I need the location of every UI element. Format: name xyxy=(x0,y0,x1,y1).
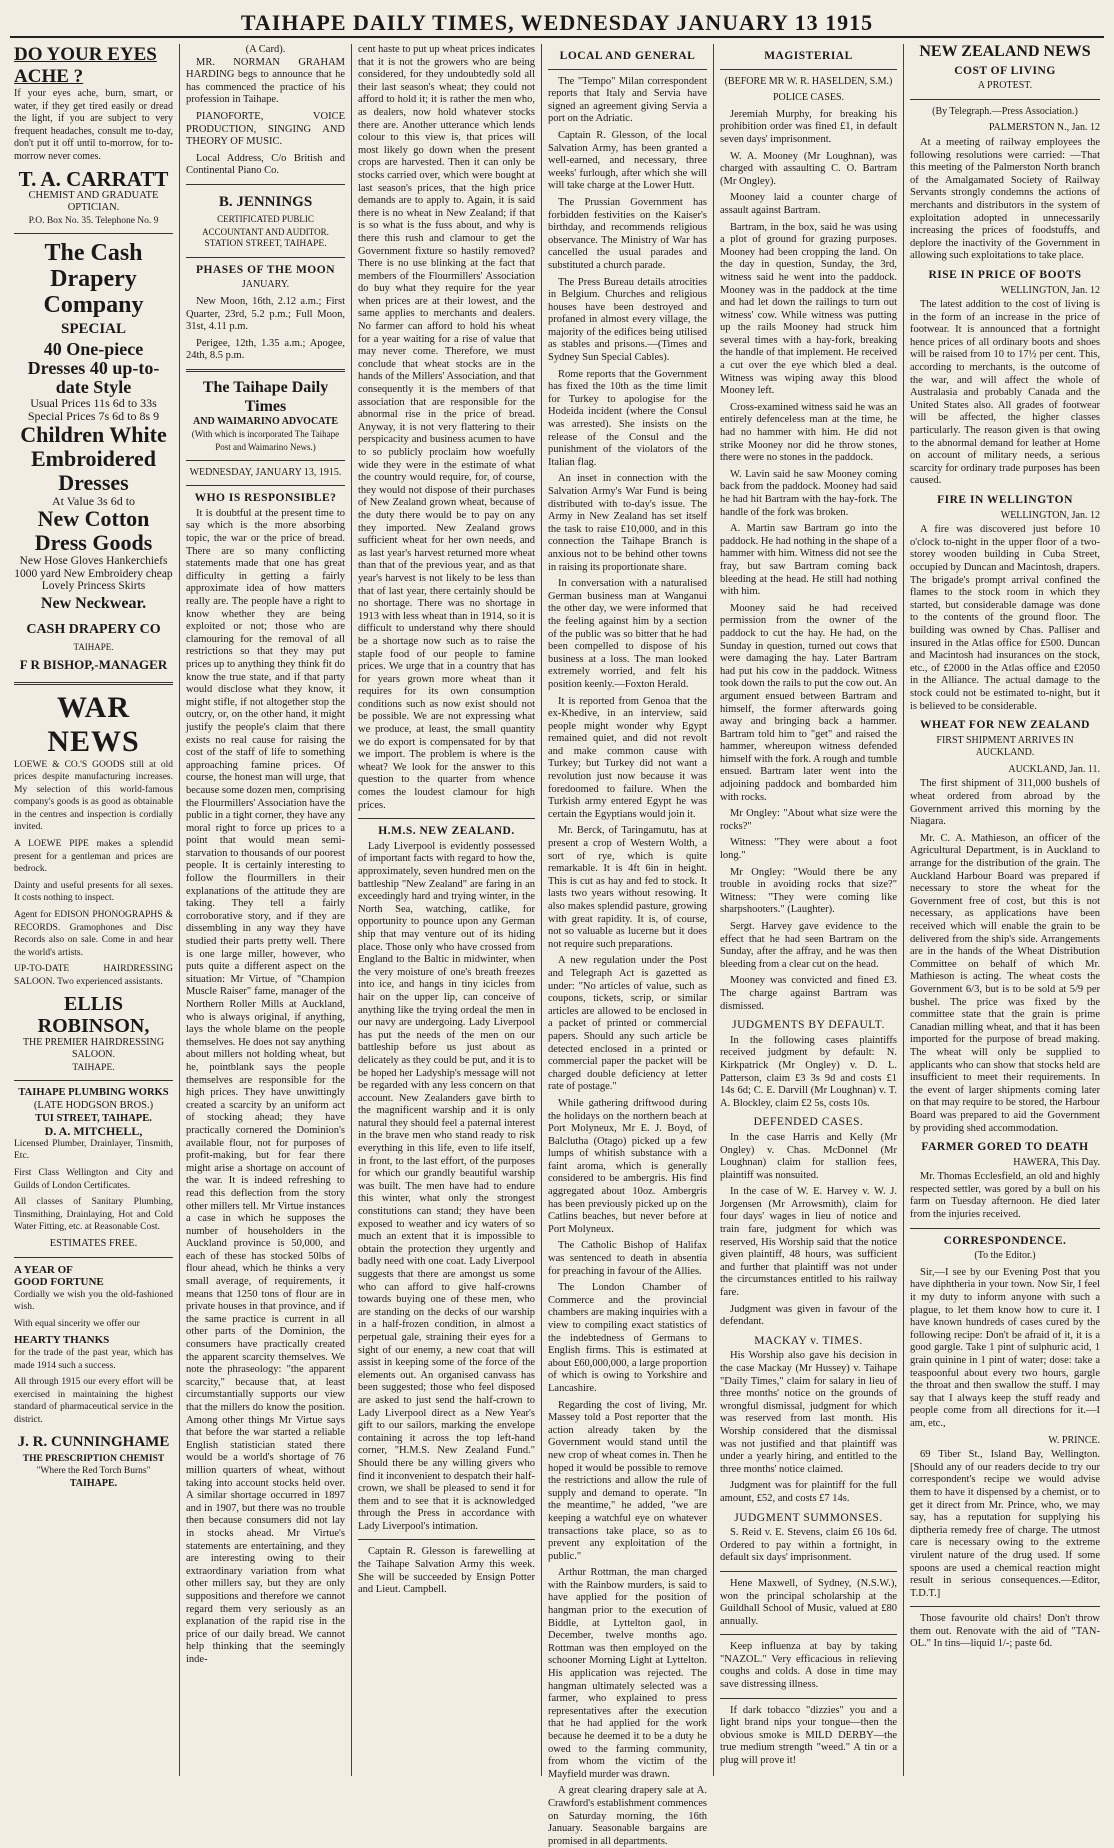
jennings-title: CERTIFICATED PUBLIC ACCOUNTANT AND AUDITOR. xyxy=(202,213,329,237)
cash-drapery-location: TAIHAPE. xyxy=(73,641,114,652)
fortune-heading: GOOD FORTUNE xyxy=(14,1276,104,1289)
court-paragraph: W. A. Mooney (Mr Loughnan), was charged with assaulting C. O. Bartram (Mr Ongley). xyxy=(720,150,897,187)
news-paragraph: At a meeting of railway employees the following resolutions were carried: —That this meeting of the Palmerston North branch of the Amalgamated Society of Railway Servants strongly condemns the actions of merchants and distributors in the system of exploitation adopted in unnecessarily increasing the prices of foodstuffs, and deplore the inactivity of the Government in allowing such exploitations to take place. xyxy=(910,136,1100,262)
divider xyxy=(910,1228,1100,1229)
nz-news-heading: NEW ZEALAND NEWS xyxy=(919,43,1091,60)
judgments-default-heading: JUDGMENTS BY DEFAULT. xyxy=(732,1019,885,1032)
drapery-manager: F R BISHOP,-MANAGER xyxy=(19,656,168,672)
carratt-title: CHEMIST AND GRADUATE OPTICIAN. xyxy=(28,189,159,214)
plumbing-title: TAIHAPE PLUMBING WORKS xyxy=(18,1087,169,1099)
eyes-ad-title: DO YOUR EYES ACHE ? xyxy=(14,44,157,87)
column-3 xyxy=(352,44,542,1776)
column-1-advertisements xyxy=(8,44,180,1776)
telegraph-credit: (By Telegraph.—Press Association.) xyxy=(932,105,1078,117)
mitchell-name: D. A. MITCHELL, xyxy=(44,1124,143,1139)
jennings-name: B. JENNINGS xyxy=(218,193,313,210)
list-item: Mr. Berck, of Taringamutu, has at present a crop of Western Wolth, a sort of rye, which is quite remarkable. It is 4ft 6in in height. This is cut as hay and fed to stock. It lasts two years without resowing. It also makes splendid pasture, growing with great rapidity. It is, of course, not so valuable as lucerne but it does not require such preparations. xyxy=(548,825,707,950)
divider xyxy=(720,69,897,70)
list-item: The Prussian Government has forbidden festivities on the Kaiser's birthday, and recommends religious observance. The Ministry of War has cancelled the usual parades and substituted a church parade. xyxy=(548,196,707,271)
court-paragraph: Judgment was for plaintiff for the full amount, £52, and costs £7 14s. xyxy=(720,1480,897,1504)
court-paragraph: Sergt. Harvey gave evidence to the effect that he had seen Bartram on the Sunday, after the affray, and he was then bleeding from a clear cut on the head. xyxy=(720,921,897,970)
letter-signature: W. PRINCE. xyxy=(1048,1434,1100,1446)
drapery-dresses: 40 One-piece Dresses 40 up-to-date Style xyxy=(27,339,160,398)
news-paragraph: Mr. Thomas Ecclesfield, an old and highly respected settler, was gored by a bull on his farm on Tuesday afternoon. He died later from the injuries received. xyxy=(910,1171,1100,1221)
local-general-heading: LOCAL AND GENERAL xyxy=(559,50,696,62)
divider xyxy=(910,99,1100,100)
moon-phases-heading: PHASES OF THE MOON xyxy=(195,263,336,276)
cordially-text: Cordially we wish you the old-fashioned wish. xyxy=(14,1289,173,1313)
list-item: A great clearing drapery sale at A. Crawford's establishment commences on Saturday morning, the 16th January. Seasonable bargains are promised in all departments. xyxy=(548,1785,707,1847)
letter-body: Sir,—I see by our Evening Post that you have diphtheria in your town. Now Sir, I feel it my duty to inform anyone with such a plague, to let them know how to cure it. I have known hundreds of cases cured by the following recipe: Don't be afraid of it, it is a good gargle. Take 1 pint of sulphuric acid, 1 grain quinine in 1 pint of water; dose: take a teaspoonful about every two hours, gargle the throat and then swallow the stuff. I may say that I always keep the stuff ready and people come from all directions for it.—I am, etc., xyxy=(910,1266,1100,1429)
plumbing-estimates: ESTIMATES FREE. xyxy=(49,1237,138,1249)
list-item: Arthur Rottman, the man charged with the Rainbow murders, is said to have applied for the position of hangman prior to the execution of Biddle, at Lyttelton gaol, in December, twelve months ago. Rottman was then employed on the schooner Morning Light at Lyttelton. His application was rejected. The hangman ultimately selected was a farmer, who explained to press representatives after the execution that he had applied for the work because he deemed it to be a duty he owed to the farming community, from whom the victim of the Mayfield murder was drawn. xyxy=(548,1567,707,1780)
divider xyxy=(14,1257,173,1258)
dateline: WELLINGTON, Jan. 12 xyxy=(1000,284,1100,296)
maxwell-note: Hene Maxwell, of Sydney, (N.S.W.), won the principal scholarship at the Guildhall School of Music, valued at £80 annually. xyxy=(720,1577,897,1627)
paper-dateline: WEDNESDAY, JANUARY 13, 1915. xyxy=(189,466,342,478)
harding-notice: MR. NORMAN GRAHAM HARDING begs to announce that he has commenced the practice of his profession in Taihape. xyxy=(186,56,345,106)
sincerity-text: With equal sincerity we offer our xyxy=(14,1318,140,1329)
farmer-heading: FARMER GORED TO DEATH xyxy=(921,1141,1089,1154)
hairdressing-ad: UP-TO-DATE HAIRDRESSING SALOON. Two experienced assistants. xyxy=(14,964,173,987)
divider xyxy=(548,69,707,70)
court-paragraph: Jeremiah Murphy, for breaking his prohibition order was fined £1, in default seven days' imprisonment. xyxy=(720,108,897,145)
column-4-local-general xyxy=(542,44,714,1847)
drapery-usual: Usual Prices 11s 6d to 33s xyxy=(30,396,157,411)
editorial-heading: WHO IS RESPONSIBLE? xyxy=(194,492,337,505)
edison-ad: Agent for EDISON PHONOGRAPHS & RECORDS. Gramophones and Disc Records also on sale. Come in and hear the world's artists. xyxy=(14,910,173,958)
dateline: PALMERSTON N., Jan. 12 xyxy=(988,122,1100,134)
trade-text: for the trade of the past year, which has made 1914 such a success. xyxy=(14,1348,173,1371)
drapery-title: The Cash Drapery Company xyxy=(43,240,144,319)
harding-address: Local Address, C/o British and Continental Piano Co. xyxy=(186,152,345,177)
cash-drapery-co: CASH DRAPERY CO xyxy=(26,621,161,637)
paper-title: The Taihape Daily Times xyxy=(202,378,329,415)
paper-subtitle: AND WAIMARINO ADVOCATE xyxy=(193,415,338,427)
presents-ad: Dainty and useful presents for all sexes. It costs nothing to inspect. xyxy=(14,880,173,904)
loewe-ad: LOEWE & CO.'S GOODS still at old prices despite manufacturing increases. My selection of this world-famous company's goods is as good as obtainable in the centres and inspection is cordially invited. xyxy=(14,759,173,833)
wheat-subheading: FIRST SHIPMENT ARRIVES IN AUCKLAND. xyxy=(936,734,1074,759)
plumbing-certificates: First Class Wellington and City and Guilds of London Certificates. xyxy=(14,1167,173,1191)
court-paragraph: Judgment was given in favour of the defendant. xyxy=(720,1303,897,1328)
court-paragraph: Mooney said he had received permission from the owner of the paddock to cut the hay. He had, on the Sunday in question, turned out cows that were damaging the hay. Later Bartram had put his cow in the paddock. Witness took down the rails to put the cow out. An argument ensued between Bartram and himself, the former afterwards going away and bringing back a hammer. Bartram told him to "get" and raised the hammer, whereupon witness defended himself with the fork. A rough and tumble ensued. Bartram later went into the adjoining paddock and bombarded him with rocks. xyxy=(720,602,897,803)
drapery-neckwear: New Neckwear. xyxy=(40,594,147,612)
list-item: The Catholic Bishop of Halifax was sentenced to death in absentia for preaching in favour of the Allies. xyxy=(548,1240,707,1277)
moon-month: JANUARY. xyxy=(241,279,290,291)
divider xyxy=(186,184,345,185)
column-5-magisterial xyxy=(714,44,904,1776)
moon-phases: New Moon, 16th, 2.12 a.m.; First Quarter, 23rd, 5.2 p.m.; Full Moon, 31st, 4.11 p.m. xyxy=(186,295,345,333)
divider xyxy=(358,818,535,819)
list-item: A new regulation under the Post and Telegraph Act is gazetted as under: "No articles of value, such as coupons, tickets, scrip, or similar articles are allowed to be enclosed in a packet of printed or commercial papers. Should any such article be detected enclosed in a printed or commercial paper the packet will be charged double deficiency at letter rate of postage." xyxy=(548,955,707,1093)
drapery-children: Children White Embroidered Dresses xyxy=(20,421,167,495)
cost-living-heading: COST OF LIVING xyxy=(954,64,1056,77)
drapery-special: SPECIAL xyxy=(60,321,127,338)
list-item: While gathering driftwood during the holidays on the northern beach at Port Molyneux, Mr E. J. Boyd, of Balclutha (Otago) picked up a few lumps of whitish substance with a faint aroma, which is generally considered to be ambergris. His find aggregated about 10oz. Ambergris has been previously picked up on the Catlins beaches, but never before at Port Molyneux. xyxy=(548,1097,707,1235)
court-paragraph: S. Reid v. E. Stevens, claim £6 10s 6d. Ordered to pay within a fortnight, in default six days' imprisonment. xyxy=(720,1527,897,1564)
court-paragraph: In the case Harris and Kelly (Mr Ongley) v. Chas. McDonnel (Mr Loughnan) claim for stallion fees, plaintiff was nonsuited. xyxy=(720,1131,897,1181)
dateline: AUCKLAND, Jan. 11. xyxy=(1008,763,1100,775)
court-paragraph: Bartram, in the box, said he was using a plot of ground for grazing purposes. Mooney had been cropping the land. On the day in question, Sunday, the 3rd, witness said he went into the paddock. Mooney was in the paddock at the time and had let down the railings to turn out witness' cow. While witness was putting up the rails Mooney had struck him several times with a hay-fork, breaking the handle of that implement. He received a cut over the eye which bled a deal. Witness was wiping away this blood Mooney left. xyxy=(720,221,897,397)
divider xyxy=(910,1606,1100,1607)
court-paragraph: A. Martin saw Bartram go into the paddock. He had nothing in the shape of a hammer with him. Witness did not see the fray, but saw Bartram coming back bleeding at the head. He still had nothing with him. xyxy=(720,523,897,598)
cunninghame-title: THE PRESCRIPTION CHEMIST xyxy=(22,1453,165,1464)
court-paragraph: In the following cases plaintiffs received judgment by default: N. Kirkpatrick (Mr Ongley) v. D. L. Patterson, claim £3 3s 9d and costs £1 14s 6d; C. E. Darvill (Mr Loughnan) v. T. A. Blockley, claim £2 5s, costs 10s. xyxy=(720,1034,897,1109)
dateline: WELLINGTON, Jan. 12 xyxy=(1000,509,1100,521)
saloon-location: TAIHAPE. xyxy=(72,1062,115,1073)
fire-heading: FIRE IN WELLINGTON xyxy=(937,494,1073,506)
carratt-contact: P.O. Box No. 35. Telephone No. 9 xyxy=(28,215,159,226)
magisterial-heading: MAGISTERIAL xyxy=(764,50,853,62)
editorial-continued: cent haste to put up wheat prices indicates that it is not the growers who are being considered, for they undoubtedly sold all their last season's wheat; they could not afford to hold it; it is rather the men who, as dealers, now hold whatever stocks there are. Another utterance which lends colour to this view is, that prices will most likely go down when the present crops are harvested. Then it can only be stocks carried over, which were bought at last season's prices, that the high price demands are to apply to. Again, it is said there is no wheat in New Zealand; if that is so what is the fuss about, and why is there this rush and clamour to get the Government fixture so hastily removed? There is no use blinking at the fact that members of the Flourmillers' Association do buy what they require for the year when prices are at their lowest, and the same applies to merchants and dealers. No farmer can afford to hold his wheat for a year waiting for a rise of value that may never come. Therefore, we must conclude that wheat stocks are in the hands of the Millers' Association, and that consequently it is the members of that association that are responsible for the abnormal rise in the price of bread. Anyway, it is not very flattering to their perspicacity and business acumen to have to so publicly proclaim how woefully wide they were in the estimate of what the country would require, for, of course, they would not dispose of their purchases of New Zealand grown wheat, because of the duty there would be to pay on any they imported. New Zealand grows sufficient wheat for her own needs, and as last year's harvest returned more wheat than that of the previous year, and as that year's harvest is not likely to be less than that of last year, there certainly should be no shortage. There was no shortage in 1913 with less wheat than in 1914, so it is difficult to understand why there should be a shortage now such as to raise the staple food of our people to famine prices. We urge that in a country that has for years grown more wheat than it requires for its own consumption conditions such as now exist should not be possible. We are not expressing what we produce, at least, the small quantity we do export is compensated for by that we import. The problem is where is the wheat? We look for the answer to this question to the quarter from whence comes the loudest clamour for high prices. xyxy=(358,44,535,811)
eyes-ad-body: If your eyes ache, burn, smart, or water, if they get tired easily or dread the light, if you are subject to very frequent headaches, consult me to-day, don't put it off until to-morrow, for to-morrow never comes. xyxy=(14,88,173,162)
court-paragraph: Mooney laid a counter charge of assault against Bartram. xyxy=(720,192,897,216)
drapery-hose: New Hose Gloves Hankerchiefs 1000 yard New Embroidery cheap Lovely Princess Skirts xyxy=(14,555,173,593)
cunninghame-location: TAIHAPE. xyxy=(69,1477,118,1489)
column-2 xyxy=(180,44,352,1776)
protest-subheading: A PROTEST. xyxy=(977,80,1033,92)
tanol-ad: Those favourite old chairs! Don't throw them out. Renovate with the aid of "TAN-OL." In tins—liquid 1/-; paste 6d. xyxy=(910,1613,1100,1650)
thanks-heading: HEARTY THANKS xyxy=(14,1334,110,1347)
list-item: The Press Bureau details atrocities in Belgium. Churches and religious houses have been destroyed and profaned in almost every village, the majority of the edifices being utilised as stables and prisons.—(Times and Sydney Sun Special Cables). xyxy=(548,276,707,364)
carratt-name: T. A. CARRATT xyxy=(18,166,169,191)
drapery-cotton: New Cotton Dress Goods xyxy=(34,506,153,556)
glesson-note: Captain R. Glesson is farewelling at the Taihape Salvation Army this week. She will be succeeded by Ensign Potter and Lieut. Campbell. xyxy=(358,1546,535,1596)
divider xyxy=(720,1698,897,1699)
editorial-body: It is doubtful at the present time to say which is the more absorbing topic, the war or the price of bread. There are so many conflicting statements made that one has great difficulty in getting a fairly approximate idea of how matters really are. The people have a right to know whether they are being exploited or not; those who are clamouring for the removal of all restrictions so that they may put prices up to anything they think fit do know the true state, and if that party would disclose what they know, it might stifle, if not altogether stop the outcry, or, on the other hand, it might justify the people's claim that there exists no real cause for raising the cost of the staff of life to something approaching famine prices. Of course, the honest man will urge, that because some dozen men, comprising the Flourmillers' Association have the public in a tight corner, they have any moral right to force up prices to a point that would mean semi-starvation to thousands of our poorest people. It is certainly interesting to follow the flourmillers in their explanations of the attitude they are taking. They tell a fairly corroborative story, and if they are dissembling in any way they have studied their parts pretty well. There is one large miller, however, who puts quite a different aspect on the situation: Mr Virtue, of "Champion Muscle Raiser" fame, manager of the Northern Roller Mills at Auckland, who is always original, if anything, lays the whole blame on the people themselves. He does not say anything about millers not holding wheat, but he, pointblank says the people themselves are responsible for the high prices. They have unwittingly created a scarcity by an uniform act of stocking ahead; they have practically cornered the Dominion's available flour, not for purposes of profit-making, but for fear there might arise a shortage on account of the war. It is indeed refreshing to read this deflection from the story other millers tell. Mr Virtue instances a case in which he supposes the number of householders in the Auckland province is 50,000, and each of these has stocked 50lbs of flour ahead, which he thinks a very small average, of requirements, it means that 1250 tons of flour are in private houses in that province, and if the same practice is current in all other parts of the Dominion, the consumers have practically created the apparent scarcity themselves. We note the phraseology: "the apparent scarcity," because that, at least circumstantially supports our view that the millers do know the position. Among other things Mr Virtue says that before the war started a reliable English statistician stated there would be a world's shortage of 76 million quarters of wheat, without taking into account stocks held over. A similar shortage occurred in 1897 and in 1907, but there was no trouble then because consumers did not lay in stocks ahead. Mr Virtue's statements are entertaining, and they are interesting owing to their extraordinary variation from what other millers say, but they are only suppositions and therefore we cannot regard them very seriously as an explanation of the rapid rise in the price of our daily bread. We cannot help thinking that the seemingly inde- xyxy=(186,507,345,1665)
cunninghame-slogan: "Where the Red Torch Burns" xyxy=(36,1466,151,1477)
court-paragraph: Cross-examined witness said he was an entirely defenceless man at the time, he had no hammer with him. He did not strike Mooney nor did he throw stones, there were no stones in the paddock. xyxy=(720,401,897,464)
court-paragraph: Mr Ongley: "About what size were the rocks?" xyxy=(720,808,897,832)
nazol-ad: Keep influenza at bay by taking "NAZOL." Very efficacious in relieving coughs and colds. A dose in time may save distressing illness. xyxy=(720,1641,897,1691)
dateline: HAWERA, This Day. xyxy=(1013,1156,1100,1168)
court-paragraph: Mr Ongley: "Would there be any trouble in avoiding rocks that size?" Witness: "They were coming like sharpshooters." (Laughter). xyxy=(720,866,897,916)
to-editor: (To the Editor.) xyxy=(974,1250,1036,1262)
paper-incorporated: (With which is incorporated The Taihape Post and Waimarino News.) xyxy=(191,429,340,453)
divider xyxy=(358,1539,535,1540)
list-item: Regarding the cost of living, Mr. Massey told a Post reporter that the action already taken by the Government would stand until the new crop of wheat comes in. Then he hoped it would be possible to remove the restrictions and allow the rule of supply and demand to operate. "In the meantime," he added, "we are keeping a watchful eye on whatever transactions take place, so as to prevent any exploitation of the public." xyxy=(548,1399,707,1562)
news-paragraph: A fire was discovered just before 10 o'clock to-night in the upper floor of a two-storey wooden building in Cuba Street, occupied by Duncan and Macintosh, drapers. The brigade's prompt arrival confined the flames to the stock room in which they started, but considerable damage was done to the contents of the ground floor. The building was owned by Chas. Palliser and insured in the Atlas office for £500. Duncan and Macintosh had insurances on the stock, etc., of £2000 in the Atlas office and £2050 in the Alliance. The actual damage to the stock could not be estimated to-night, but it is believed to be considerable. xyxy=(910,524,1100,712)
divider xyxy=(186,369,345,372)
derby-ad: If dark tobacco "dizzies" you and a light brand nips your tongue—then the obvious smoke is MILD DERBY—the true medium strength "weed." A tin or a plug will prove it! xyxy=(720,1704,897,1767)
divider xyxy=(186,460,345,461)
ellis-robinson: ELLIS ROBINSON, xyxy=(37,992,150,1037)
wheat-heading: WHEAT FOR NEW ZEALAND xyxy=(920,719,1090,732)
hms-body: Lady Liverpool is evidently possessed of important facts with regard to how the, approximately, seven hundred men on the battleship "New Zealand" are faring in an exceedingly hard and trying winter, in the North Sea, watching, catlike, for opportunity to pounce upon any German ship that may venture out of its hiding place. Those only who have crossed from England to the Baltic in midwinter, when the very moisture of one's breath freezes into ice, and hangs in tiny icicles from hair on the upper lip, can conceive of anything like the trying ordeal the men in our navy are undergoing. Lady Liverpool has put the needs of the men on our battleship before us just about as delicately as they could be put, and it is to be hoped her Ladyship's message will not be regarded with any less concern on that account. New Zealanders gave birth to the magnificent warship and it is only natural they should feel a paternal interest in the brave men who stand ready to risk everything in this life, even to life itself, in front, to the last effort, of the purposes for which our grandly beautiful warship was built. The men have had to endure this winter, what only the strongest constitutions can stand; they have been exposed to weather and icy waters of so much an extent that it is impossible to obtain the protection they urgently and badly need with one coat. Lady Liverpool suggests that there are amongst us some who can afford to give half-crowns towards buying one of these men, who are standing on the decks of our warship in a half-frozen condition, in almost a perpetual gale, straining their eyes for a sight of our enemy, a new coat that will assist in keeping some of the force of the elements out. An organised canvass has been suggested; those who feel disposed are asked to just send the half-crown to Lady Liverpool direct as a New Year's gift to our sailors, marking the envelope containing it across the top left-hand corner, "H.M.S. New Zealand Fund." Should there be any willing givers who find it inconvenient to despatch their half-crown, we shall be pleased to send it for them and to see that it is acknowledged through the Press in accordance with Lady Liverpool's intimation. xyxy=(358,840,535,1532)
war-news-title: WAR NEWS xyxy=(47,690,140,758)
divider xyxy=(720,1634,897,1635)
cunninghame-name: J. R. CUNNINGHAME xyxy=(17,1433,170,1450)
column-6-nz-news xyxy=(904,44,1106,1776)
police-cases-heading: POLICE CASES. xyxy=(772,92,845,104)
harding-subjects: PIANOFORTE, VOICE PRODUCTION, SINGING AND THEORY OF MUSIC. xyxy=(186,110,345,148)
list-item: It is reported from Genoa that the ex-Khedive, in an interview, said people might wonder why Egypt remained quiet, and did not revolt and make common cause with Turkey; but Turkey did not want a revolution just now because it was foredoomed to failure. When the Turkish army entered Egypt he was certain the Egyptians would join it. xyxy=(548,695,707,820)
plumbing-street: TUI STREET, TAIHAPE. xyxy=(35,1112,152,1124)
list-item: The London Chamber of Commerce and the provincial chambers are making inquiries with a view to compiling exact statistics of the indebtedness of Germans to English firms. This is estimated at about £60,000,000, a large proportion of which is owing to Yorkshire and Lancashire. xyxy=(548,1282,707,1394)
year-heading: A YEAR OF xyxy=(14,1263,73,1276)
news-paragraph: The latest addition to the cost of living is in the form of an increase in the price of footwear. It is announced that a fortnight hence prices of all ordinary boots and shoes will be raised from 10 to 17½ per cent. This, according to merchants, is the outcome of the war, and will affect the whole of Australasia and probably Canada and the United States also. All grades of footwear will be affected, the higher classes particularly. The reason given is that owing to the abnormal demand for leather at Home on account of military needs, a serious scarcity for ordinary trade purposes has been caused. xyxy=(910,299,1100,487)
hms-heading: H.M.S. NEW ZEALAND. xyxy=(378,825,515,838)
magisterial-before: (BEFORE MR W. R. HASELDEN, S.M.) xyxy=(724,75,893,87)
court-paragraph: His Worship also gave his decision in the case Mackay (Mr Hussey) v. Taihape "Daily Times," claim for salary in lieu of three months' notice on the grounds of wrongful dismissal, judgment for which was reserved from last month. His Worship considered that the dismissal was not justified and that plaintiff was under a yearly hiring, and entitled to the three months' notice claimed. xyxy=(720,1350,897,1475)
moon-perigee: Perigee, 12th, 1.35 a.m.; Apogee, 24th, 8.5 p.m. xyxy=(186,337,345,362)
drapery-special-prices: Special Prices 7s 6d to 8s 9 xyxy=(27,408,160,423)
pipe-ad: A LOEWE PIPE makes a splendid present for a gentleman and prices are bedrock. xyxy=(14,839,173,875)
court-paragraph: In the case of W. E. Harvey v. W. J. Jorgensen (Mr Arrowsmith), claim for four days' wages in lieu of notice and train fare, judgment for which was reserved, His Worship said that the notice given plaintiff, 48 hours, was sufficient and further that plaintiff was not under the circumstances entitled to his railway fare. xyxy=(720,1186,897,1299)
mackay-heading: MACKAY v. TIMES. xyxy=(754,1334,863,1347)
list-item: Captain R. Glesson, of the local Salvation Army, has been granted a well-earned, and necessary, three weeks' furlough, after which she will will take charge at the Lower Hutt. xyxy=(548,129,707,192)
summonses-heading: JUDGMENT SUMMONSES. xyxy=(734,1511,883,1524)
drapery-value: At Value 3s 6d to xyxy=(51,493,136,508)
divider xyxy=(14,1080,173,1081)
correspondence-heading: CORRESPONDENCE. xyxy=(943,1234,1067,1247)
list-item: In conversation with a naturalised German business man at Wanganui the other day, we were informed that the feeling against him by a section of the public was so bitter that he had been compelled to dispose of his business at a loss. The man looked extremely worried, and felt his position keenly.—Foxton Herald. xyxy=(548,578,707,690)
plumbing-late: (LATE HODGSON BROS.) xyxy=(33,1099,154,1111)
columns xyxy=(8,43,1106,1847)
boots-heading: RISE IN PRICE OF BOOTS xyxy=(928,268,1082,281)
premier-saloon: THE PREMIER HAIRDRESSING SALOON. xyxy=(22,1036,165,1061)
divider xyxy=(186,485,345,486)
card-heading: (A Card). xyxy=(245,44,286,55)
court-paragraph: Witness: "They were about a foot long." xyxy=(720,837,897,862)
news-paragraph: The first shipment of 311,000 bushels of wheat ordered from abroad by the Government arrived this morning by the Niagara. xyxy=(910,778,1100,828)
list-item: Rome reports that the Government has fixed the 10th as the time limit for Turkey to apologise for the Hodeida incident (where the Consul was arrested). She insists on the release of the Consul and the punishment of the violators of the Italian flag. xyxy=(548,368,707,468)
divider xyxy=(186,257,345,258)
masthead: TAIHAPE DAILY TIMES, WEDNESDAY JANUARY 13 1915 xyxy=(10,10,1104,38)
letter-postscript: 69 Tiber St., Island Bay, Wellington. [Should any of our readers decide to try our correspondent's recipe we would advise them to have it dispensed by a chemist, or to get it direct from Mr. Prince, who, we may say, has a reputation for supplying his diptheria remedy free of charge. The utmost care is necessary owing to the extreme virulent nature of the drug used. If some spoons are used a chemical reaction might result in serious consequences.—Editor, T.D.T.] xyxy=(910,1449,1100,1599)
court-paragraph: Mooney was convicted and fined £3. The charge against Bartram was dismissed. xyxy=(720,975,897,1012)
court-paragraph: W. Lavin said he saw Mooney coming back from the paddock. Mooney had said he had hit Bartram with the hay-fork. The handle of the fork was broken. xyxy=(720,468,897,518)
through-text: All through 1915 our every effort will be exercised in maintaining the highest standard of pharmaceutical service in the district. xyxy=(14,1377,173,1426)
divider xyxy=(14,682,173,685)
list-item: The "Tempo" Milan correspondent reports that Italy and Servia have signed an agreement giving Servia a port on the Adriatic. xyxy=(548,75,707,125)
news-paragraph: Mr. C. A. Mathieson, an officer of the Agricultural Department, is in Auckland to arrange for the distribution of the grain. The Auckland Harbour Board was prepared if necessary to store the wheat for the Government free of cost, but this is not necessary, as applications have been received which will enable the grain to be delivered from the ship's side. Arrangements are in the hands of the Wheat Distribution Committee on behalf of which Mr. Mathieson is acting. The wheat costs the Government 6/3, but is to be sold at 5/9 per bushel. The price was fixed by the committee state that the grain is prime Canadian milling wheat, and that it has been imported for the purpose of bread making. The wheat will only be supplied to applicants who can show that stocks held are insufficient to meet their requirements. In the event of larger shipments coming later on that may require to be stored, the Harbour Board was prepared to aid the Government by providing shed accommodation. xyxy=(910,832,1100,1134)
defended-cases-heading: DEFENDED CASES. xyxy=(753,1116,864,1129)
divider xyxy=(14,233,173,234)
plumbing-licensed: Licensed Plumber, Drainlayer, Tinsmith, Etc. xyxy=(14,1138,173,1162)
list-item: An inset in connection with the Salvation Army's War Fund is being distributed with to-day's issue. The Army in New Zealand has set itself the task to raise £10,000, and in this connection the Taihape Branch is anxious not to be behind other towns in raising its proportionate share. xyxy=(548,473,707,573)
divider xyxy=(720,1571,897,1572)
plumbing-services: All classes of Sanitary Plumbing, Tinsmithing, Drainlaying, Hot and Cold Water Fitting, etc. at Reasonable Cost. xyxy=(14,1197,173,1233)
jennings-address: STATION STREET, TAIHAPE. xyxy=(204,239,327,250)
